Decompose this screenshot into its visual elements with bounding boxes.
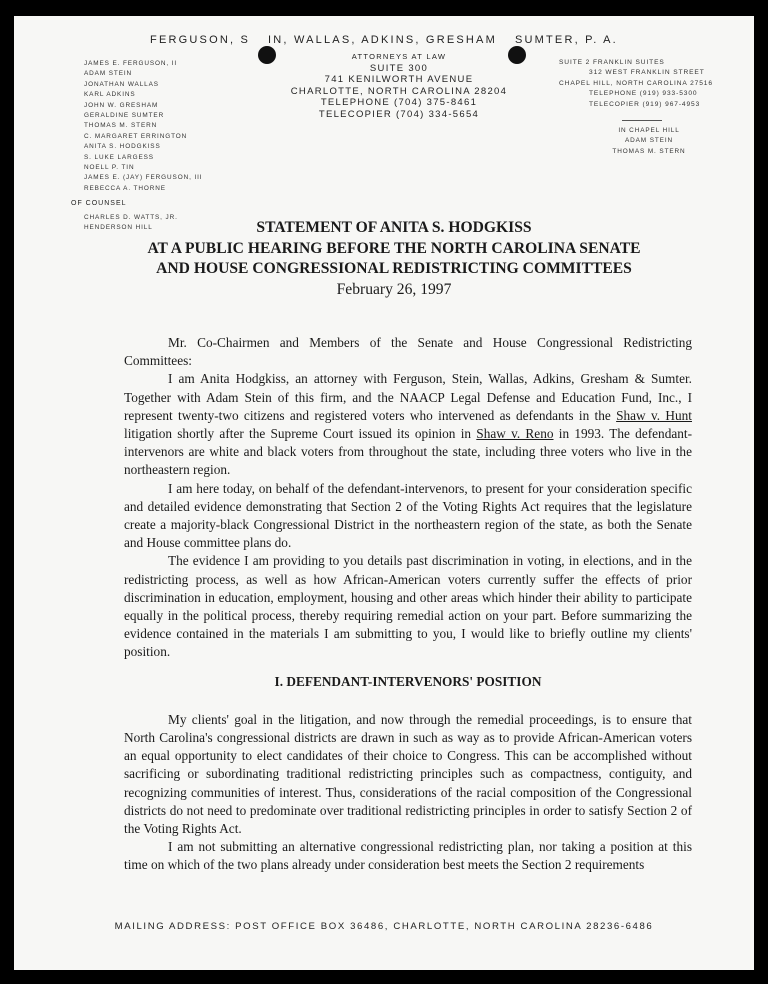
paragraph-text: I am Anita Hodgkiss, an attorney with Ferguson, Stein, Wallas, Adkins, Gresham & Sumter. Together with Adam Stein of this firm, and the NAACP Legal Defense and Education Fund, Inc., I represent twenty-two citizens and registered voters who intervened as defendants in the xyxy=(124,371,692,423)
paragraph-text: in 1993. The defendant-intervenors are white and black voters from throughout the state, including three voters who live in the northeastern region. xyxy=(124,426,693,478)
paragraph: I am here today, on behalf of the defendant-intervenors, to present for your consideration specific and detailed evidence demonstrating that Section 2 of the Voting Rights Act requires that the legislature create a majority-black Congressional District in the northeastern region of the state, as both the Senate and House committee plans do. xyxy=(124,480,692,551)
lawyer-name: ADAM STEIN xyxy=(84,70,133,78)
statement-date: February 26, 1997 xyxy=(336,280,452,298)
in-chapel-hill-line: ADAM STEIN xyxy=(624,137,674,145)
paragraph xyxy=(124,370,692,479)
in-chapel-hill xyxy=(604,126,694,157)
lawyer-name: JONATHAN WALLAS xyxy=(84,80,159,88)
suite: SUITE 300 xyxy=(369,62,429,74)
main-office-address xyxy=(234,51,564,120)
lawyer-name: JAMES E. FERGUSON, II xyxy=(84,60,178,67)
statement-body xyxy=(124,334,692,875)
lawyer-name: S. LUKE LARGESS xyxy=(84,153,154,161)
title-line: AND HOUSE CONGRESSIONAL REDISTRICTING COMMITTEES xyxy=(156,260,632,277)
statement-title xyxy=(74,218,714,300)
telecopier: TELECOPIER (704) 334-5654 xyxy=(318,108,480,120)
case-citation: Shaw v. Hunt xyxy=(616,407,692,423)
case-citation: Shaw v. Reno xyxy=(476,426,554,442)
in-chapel-hill-line: THOMAS M. STERN xyxy=(612,147,686,155)
office-line: TELECOPIER (919) 967-4953 xyxy=(589,100,701,108)
letter-page xyxy=(14,16,754,970)
office-line: TELEPHONE (919) 933-5300 xyxy=(589,90,698,98)
lawyer-name: C. MARGARET ERRINGTON xyxy=(84,132,188,140)
lawyer-name: JAMES E. (JAY) FERGUSON, III xyxy=(84,174,203,182)
lawyer-name: ANITA S. HODGKISS xyxy=(84,143,161,151)
firm-name-left: FERGUSON, S xyxy=(150,34,251,46)
title-line: AT A PUBLIC HEARING BEFORE THE NORTH CAROLINA SENATE xyxy=(147,239,641,257)
paragraph-text: litigation shortly after the Supreme Court issued its opinion in xyxy=(124,426,477,442)
firm-name-right: SUMTER, P. A. xyxy=(514,34,618,46)
lawyer-name: JOHN W. GRESHAM xyxy=(84,101,159,109)
title-line: STATEMENT OF ANITA S. HODGKISS xyxy=(256,219,532,236)
counsel-name: HENDERSON HILL xyxy=(84,224,153,232)
salutation: Mr. Co-Chairmen and Members of the Senate and House Congressional Redistricting Committees: xyxy=(124,335,692,369)
in-chapel-hill-line: IN CHAPEL HILL xyxy=(618,127,680,134)
lawyer-name: REBECCA A. THORNE xyxy=(84,184,166,192)
firm-name xyxy=(14,34,754,46)
attorneys-at-law: ATTORNEYS AT LAW xyxy=(351,52,447,61)
telephone: TELEPHONE (704) 375-8461 xyxy=(320,97,478,108)
chapel-hill-office xyxy=(559,58,713,110)
city: CHARLOTTE, NORTH CAROLINA 28204 xyxy=(290,85,508,97)
paragraph: The evidence I am providing to you details past discrimination in voting, in elections, and in the redistricting process, as well as how African-American voters currently suffer the effects of prior discrimination in education, employment, housing and other areas which hinder their ability to participate equally in the political process, thereby requiring remedial action on your part. Before summarizing the evidence contained in the materials I am submitting to you, I would like to briefly outline my clients' position. xyxy=(124,553,692,660)
office-line: SUITE 2 FRANKLIN SUITES xyxy=(559,59,665,66)
of-counsel-label: OF COUNSEL xyxy=(71,200,127,207)
counsel-name: CHARLES D. WATTS, JR. xyxy=(84,214,178,221)
section-heading: I. DEFENDANT-INTERVENORS' POSITION xyxy=(274,673,542,689)
lawyer-name: GERALDINE SUMTER xyxy=(84,112,165,120)
lawyer-name: KARL ADKINS xyxy=(84,91,136,99)
lawyer-name: THOMAS M. STERN xyxy=(84,122,158,130)
divider xyxy=(622,120,662,121)
office-line: CHAPEL HILL, NORTH CAROLINA 27516 xyxy=(559,79,713,87)
lawyer-name: NOELL P. TIN xyxy=(84,164,135,172)
paragraph: I am not submitting an alternative congressional redistricting plan, nor taking a position at this time on which of the two plans already under consideration best meets the Section 2 requirements xyxy=(124,839,692,873)
office-line: 312 WEST FRANKLIN STREET xyxy=(589,69,705,77)
lawyer-list xyxy=(84,59,202,194)
street: 741 KENILWORTH AVENUE xyxy=(324,74,474,85)
mailing-address: MAILING ADDRESS: POST OFFICE BOX 36486, CHARLOTTE, NORTH CAROLINA 28236-6486 xyxy=(114,921,654,932)
firm-name-middle: IN, WALLAS, ADKINS, GRESHAM xyxy=(268,34,497,46)
paragraph: My clients' goal in the litigation, and now through the remedial proceedings, is to ensure that North Carolina's congressional districts are drawn in such as way as to provide African-American voters an equal opportunity to elect candidates of their choice to Congress. This can be accomplished without sacrificing or subordinating traditional redistricting principles such as compactness, contiguity, and recognizing communities of interest. Thus, considerations of the racial composition of the Congressional districts do not need to predominate over traditional redistricting principles in order to satisfy Section 2 of the Voting Rights Act. xyxy=(124,711,692,837)
